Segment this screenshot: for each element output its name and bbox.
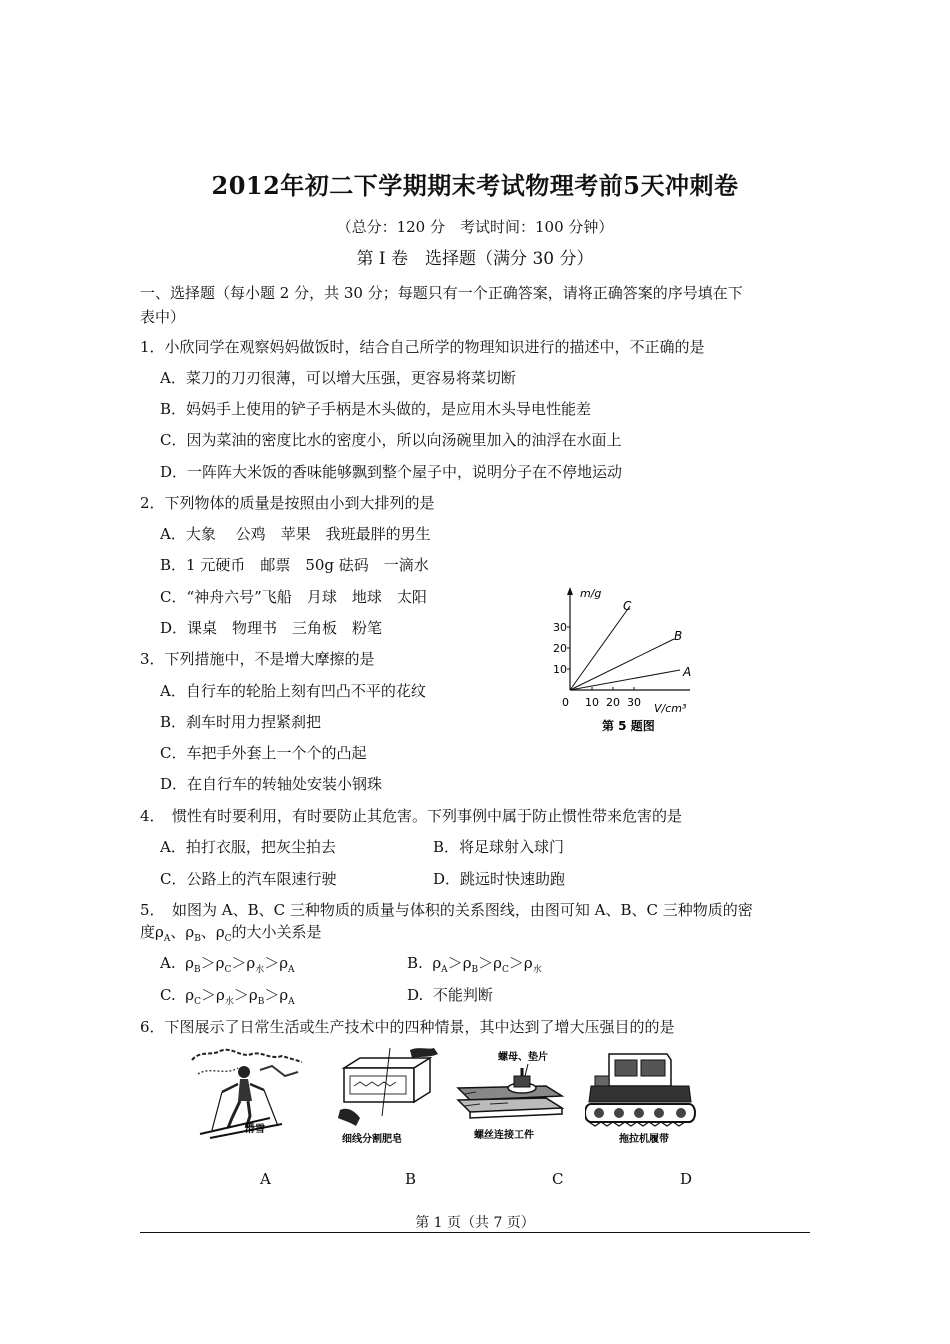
density-graph <box>540 582 715 740</box>
picture-label-b: B <box>405 1170 417 1188</box>
line-c <box>570 606 630 690</box>
q5-option-a: A. $\rho_B>\rho_C>\rho_水>\rho_A$ <box>160 954 295 975</box>
q1-option-c: C．因为菜油的密度比水的密度小，所以向汤碗里加入的油浮在水面上 <box>160 431 622 449</box>
q4-option-d: D．跳远时快速助跑 <box>433 870 566 888</box>
q2-option-c: C．“神舟六号”飞船 月球 地球 太阳 <box>160 588 427 606</box>
line-b-label: B <box>674 629 683 643</box>
svg-text:细线分割肥皂: 细线分割肥皂 <box>342 1134 402 1145</box>
screw-washer-picture <box>450 1046 575 1146</box>
svg-text:拖拉机履带: 拖拉机履带 <box>619 1134 669 1145</box>
q1-option-a: A．菜刀的刀刃很薄，可以增大压强，更容易将菜切断 <box>160 369 516 387</box>
section-title: 第 I 卷 选择题（满分 30 分） <box>356 249 594 269</box>
picture-label-c: C <box>552 1170 564 1188</box>
q3-option-c: C．车把手外套上一个个的凸起 <box>160 744 367 762</box>
svg-text:螺丝连接工件: 螺丝连接工件 <box>474 1130 534 1141</box>
picture-label-a: A <box>260 1170 271 1188</box>
q3-option-b: B．刹车时用力捏紧刹把 <box>160 713 322 731</box>
q4-stem: 4． 惯性有时要利用，有时要防止其危害。下列事例中属于防止惯性带来危害的是 <box>140 807 683 825</box>
x-axis-label: V/cm³ <box>654 702 687 715</box>
q2-option-a: A．大象 公鸡 苹果 我班最胖的男生 <box>160 525 431 543</box>
q2-stem: 2．下列物体的质量是按照由小到大排列的是 <box>140 494 435 512</box>
line-b <box>570 639 674 690</box>
x-tick-0: 0 <box>562 696 569 709</box>
exam-info: （总分：120 分 考试时间：100 分钟） <box>336 218 614 236</box>
line-a-label: A <box>683 665 692 679</box>
y-tick-10: 10 <box>553 663 567 676</box>
q1-option-b: B．妈妈手上使用的铲子手柄是木头做的，是应用木头导电性能差 <box>160 400 592 418</box>
instructions-line1: 一、选择题（每小题 2 分，共 30 分；每题只有一个正确答案，请将正确答案的序号填在下 <box>140 284 743 302</box>
q4-option-c: C．公路上的汽车限速行驶 <box>160 870 337 888</box>
svg-text:滑雪: 滑雪 <box>245 1124 265 1135</box>
y-axis-label: m/g <box>580 587 602 600</box>
q1-option-d: D．一阵阵大米饭的香味能够飘到整个屋子中，说明分子在不停地运动 <box>160 463 623 481</box>
q1-stem: 1．小欣同学在观察妈妈做饭时，结合自己所学的物理知识进行的描述中，不正确的是 <box>140 338 705 356</box>
y-axis-arrow <box>567 587 573 595</box>
q5-option-d: D. 不能判断 <box>407 986 493 1004</box>
q5-option-b: B. $\rho_A>\rho_B>\rho_C>\rho_水$ <box>407 954 542 975</box>
svg-text:螺母、垫片: 螺母、垫片 <box>498 1052 548 1063</box>
page-title: 2012年初二下学期期末考试物理考前5天冲刺卷 <box>211 171 739 200</box>
figure-caption: 第 5 题图 <box>602 719 655 733</box>
q3-option-d: D．在自行车的转轴处安装小钢珠 <box>160 775 383 793</box>
tractor-picture <box>585 1046 700 1146</box>
footer-rule <box>140 1232 810 1233</box>
soap-cutting-picture <box>330 1046 445 1146</box>
q4-option-a: A．拍打衣服，把灰尘拍去 <box>160 838 336 856</box>
y-tick-30: 30 <box>553 621 567 634</box>
picture-label-d: D <box>680 1170 693 1188</box>
q5-stem-line1: 5． 如图为 A、B、C 三种物质的质量与体积的关系图线，由图可知 A、B、C 三种物质的密 <box>140 901 753 919</box>
skiing-picture <box>190 1046 305 1141</box>
x-tick-30: 30 <box>627 696 641 709</box>
q2-option-b: B．1 元硬币 邮票 50g 砝码 一滴水 <box>160 556 429 574</box>
q3-option-a: A．自行车的轮胎上刻有凹凸不平的花纹 <box>160 682 426 700</box>
x-tick-10: 10 <box>585 696 599 709</box>
page-footer: 第 1 页（共 7 页） <box>415 1215 535 1231</box>
q5-stem-line2: 度$\rho_A$、$\rho_B$、$\rho_C$的大小关系是 <box>140 923 322 944</box>
line-c-label: C <box>623 599 632 613</box>
q5-option-c: C. $\rho_C>\rho_水>\rho_B>\rho_A$ <box>160 986 295 1007</box>
q3-stem: 3．下列措施中，不是增大摩擦的是 <box>140 650 375 668</box>
line-a <box>570 670 680 690</box>
q4-option-b: B．将足球射入球门 <box>433 838 565 856</box>
instructions-line2: 表中） <box>140 308 186 326</box>
y-tick-20: 20 <box>553 642 567 655</box>
q6-stem: 6．下图展示了日常生活或生产技术中的四种情景，其中达到了增大压强目的的是 <box>140 1018 675 1036</box>
q2-option-d: D．课桌 物理书 三角板 粉笔 <box>160 619 383 637</box>
x-tick-20: 20 <box>606 696 620 709</box>
